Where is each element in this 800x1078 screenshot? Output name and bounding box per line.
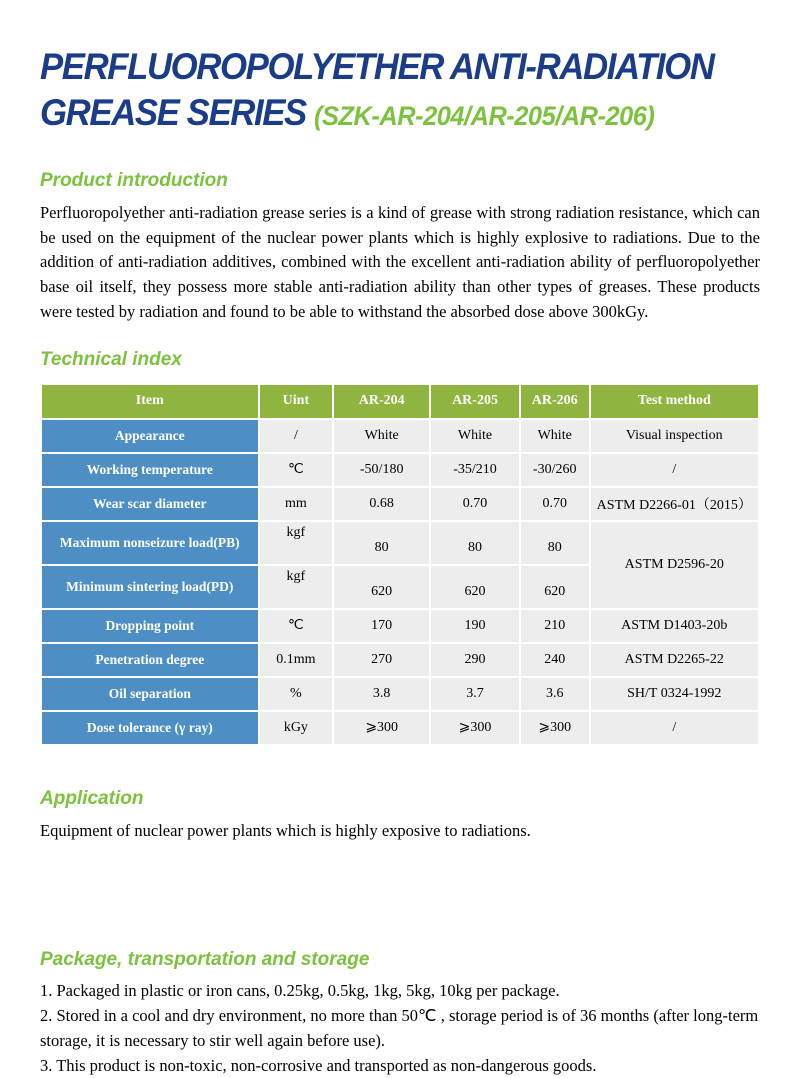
cell-test-method: ASTM D2266-01（2015） [590,487,759,521]
page-title-line1: PERFLUOROPOLYETHER ANTI-RADIATION [40,46,714,87]
cell-item: Working temperature [41,453,259,487]
column-header-test-method: Test method [590,384,759,419]
cell-value-ar206: ⩾300 [520,711,590,745]
cell-value-ar206: 240 [520,643,590,677]
cell-unit: ℃ [259,609,334,643]
column-header-ar205: AR-205 [430,384,520,419]
page-title-line2: GREASE SERIES [40,92,306,133]
cell-unit: mm [259,487,334,521]
cell-test-method: ASTM D2265-22 [590,643,759,677]
cell-value-ar205: ⩾300 [430,711,520,745]
cell-value-ar204: -50/180 [333,453,430,487]
cell-unit: kgf [259,565,334,609]
table-row [41,419,759,453]
cell-value-ar205: 80 [430,521,520,565]
table-row [41,487,759,521]
cell-value-ar206: 3.6 [520,677,590,711]
cell-item: Dropping point [41,609,259,643]
cell-test-method: SH/T 0324-1992 [590,677,759,711]
cell-value-ar206: -30/260 [520,453,590,487]
cell-value-ar205: 620 [430,565,520,609]
cell-item: Wear scar diameter [41,487,259,521]
cell-value-ar204: 0.68 [333,487,430,521]
package-list-item: 1. Packaged in plastic or iron cans, 0.25kg, 0.5kg, 1kg, 5kg, 10kg per package. [40,979,760,1004]
cell-value-ar204: ⩾300 [333,711,430,745]
table-row [41,453,759,487]
cell-value-ar204: 270 [333,643,430,677]
column-header-item: Item [41,384,259,419]
cell-value-ar205: White [430,419,520,453]
package-list-item: 3. This product is non-toxic, non-corrosive and transported as non-dangerous goods. [40,1054,760,1078]
page-title-model-codes: (SZK-AR-204/AR-205/AR-206) [314,101,654,131]
cell-test-method: / [590,711,759,745]
cell-test-method: / [590,453,759,487]
cell-value-ar206: 80 [520,521,590,565]
cell-unit: % [259,677,334,711]
cell-test-method: ASTM D1403-20b [590,609,759,643]
cell-unit: kGy [259,711,334,745]
cell-unit: ℃ [259,453,334,487]
cell-item: Penetration degree [41,643,259,677]
cell-item: Oil separation [41,677,259,711]
cell-value-ar205: 290 [430,643,520,677]
cell-value-ar204: White [333,419,430,453]
table-row [41,521,759,565]
cell-item: Minimum sintering load(PD) [41,565,259,609]
table-header-row [41,384,759,419]
section-heading-technical-index: Technical index [40,349,760,371]
cell-value-ar204: 170 [333,609,430,643]
table-row [41,643,759,677]
section-heading-product-introduction: Product introduction [40,170,760,192]
cell-value-ar205: 3.7 [430,677,520,711]
application-text: Equipment of nuclear power plants which is highly exposive to radiations. [40,819,760,844]
cell-test-method-merged: ASTM D2596-20 [590,521,759,609]
cell-value-ar204: 620 [333,565,430,609]
column-header-ar204: AR-204 [333,384,430,419]
cell-value-ar204: 3.8 [333,677,430,711]
package-list [40,979,760,1078]
column-header-ar206: AR-206 [520,384,590,419]
cell-value-ar206: 0.70 [520,487,590,521]
cell-item: Appearance [41,419,259,453]
cell-value-ar205: -35/210 [430,453,520,487]
section-heading-package: Package, transportation and storage [40,949,760,971]
product-introduction-text: Perfluoropolyether anti-radiation grease series is a kind of grease with strong radiation resistance, which can be used on the equipment of the nuclear power plants which is highly explosive to radiations. Due to the addition of anti-radiation additives, combined with the excellent anti-radiation ability of perfluoropolyether base oil itself, they possess more stable anti-radiation ability than other types of greases. These products were tested by radiation and found to be able to withstand the absorbed dose above 300kGy. [40,201,760,325]
package-list-item: 2. Stored in a cool and dry environment, no more than 50℃ , storage period is of 36 months (after long-term storage, it is necessary to stir well again before use). [40,1004,760,1054]
cell-test-method: Visual inspection [590,419,759,453]
cell-unit: / [259,419,334,453]
cell-value-ar206: White [520,419,590,453]
section-heading-application: Application [40,788,760,810]
technical-index-table [40,383,760,746]
cell-unit: 0.1mm [259,643,334,677]
table-row [41,609,759,643]
cell-unit: kgf [259,521,334,565]
page-title [40,44,717,136]
cell-value-ar205: 0.70 [430,487,520,521]
table-row [41,677,759,711]
cell-item: Dose tolerance (γ ray) [41,711,259,745]
cell-value-ar206: 620 [520,565,590,609]
cell-value-ar204: 80 [333,521,430,565]
table-row [41,711,759,745]
cell-value-ar206: 210 [520,609,590,643]
cell-item: Maximum nonseizure load(PB) [41,521,259,565]
column-header-unit: Uint [259,384,334,419]
cell-value-ar205: 190 [430,609,520,643]
